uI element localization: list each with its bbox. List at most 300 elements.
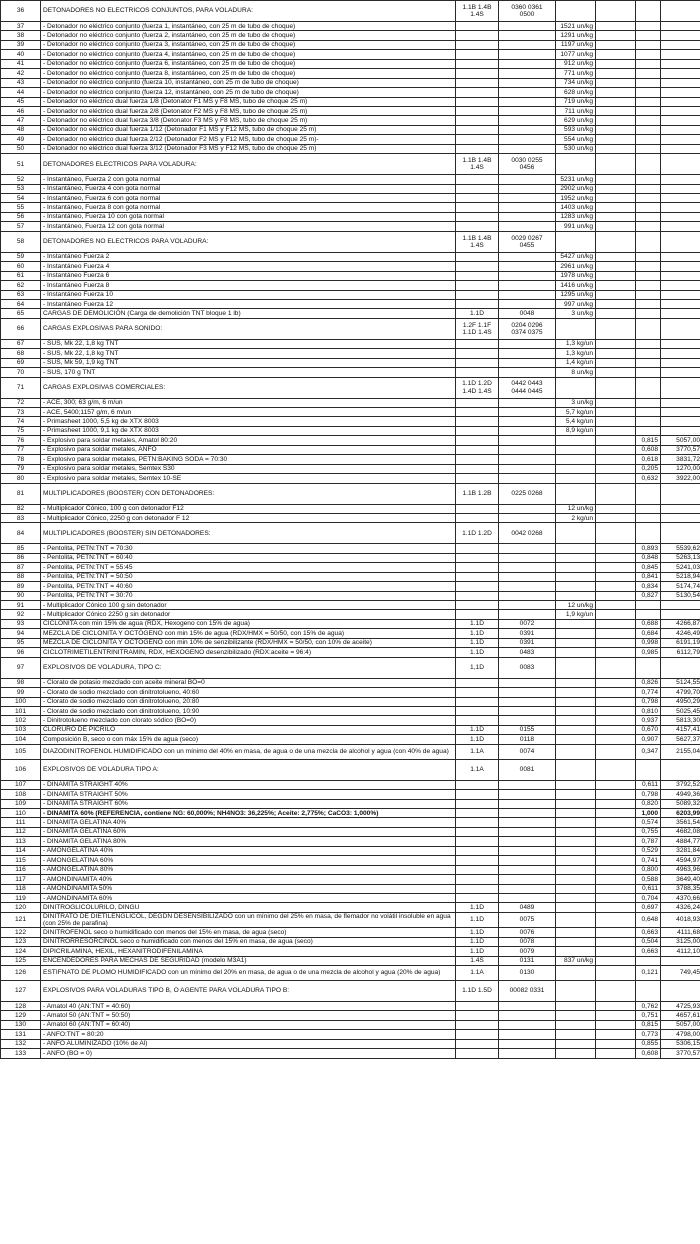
table-row [1, 1020, 700, 1029]
row-number: 72 [1, 398, 41, 407]
row-number: 104 [1, 735, 41, 744]
row-blank-cell [596, 697, 636, 706]
row-number: 79 [1, 464, 41, 473]
row-un-number: 0074 [499, 744, 556, 759]
row-description: - Detonador no eléctrico conjunto (fuerza 12, instantáneo, con 25 m de tubo de choque) [41, 88, 456, 97]
row-factor [636, 231, 661, 252]
row-description: - Multiplicador Cónico 100 g sin detonador [41, 601, 456, 610]
row-class [456, 544, 499, 553]
row-blank-cell [596, 483, 636, 504]
row-un-number [499, 513, 556, 522]
row-number: 57 [1, 222, 41, 231]
row-factor: 0,893 [636, 544, 661, 553]
table-row [1, 194, 700, 203]
row-blank-cell [596, 474, 636, 483]
row-quantity: 12 un/kg [556, 601, 596, 610]
row-blank-cell [596, 657, 636, 678]
row-blank-cell [596, 212, 636, 221]
row-blank-cell [596, 271, 636, 280]
row-number: 75 [1, 426, 41, 435]
row-un-number [499, 445, 556, 454]
row-blank-cell [596, 464, 636, 473]
row-class [456, 262, 499, 271]
row-factor [636, 262, 661, 271]
row-description: - Instantáneo Fuerza 10 [41, 290, 456, 299]
row-quantity [556, 523, 596, 544]
table-row [1, 88, 700, 97]
row-value: 5174,74 [661, 582, 700, 591]
row-blank-cell [596, 125, 636, 134]
row-quantity [556, 445, 596, 454]
row-description: - DINAMITA GELATINA 80% [41, 837, 456, 846]
row-blank-cell [596, 309, 636, 318]
row-blank-cell [596, 97, 636, 106]
row-blank-cell [596, 648, 636, 657]
row-number: 124 [1, 947, 41, 956]
row-quantity: 628 un/kg [556, 88, 596, 97]
row-class [456, 706, 499, 715]
row-number: 64 [1, 299, 41, 308]
row-number: 66 [1, 318, 41, 339]
table-row [1, 483, 700, 504]
row-quantity: 2902 un/kg [556, 184, 596, 193]
row-factor [636, 31, 661, 40]
row-description: - Detonador no eléctrico conjunto (fuerza 10, instantáneo, con 25 m de tubo de choque) [41, 78, 456, 87]
row-class [456, 865, 499, 874]
row-value [661, 610, 700, 619]
row-description: - ANFO (BO = 0) [41, 1049, 456, 1058]
row-quantity: 1,3 kg/un [556, 339, 596, 348]
row-description: - Multiplicador Cónico, 100 g con detonador F12 [41, 504, 456, 513]
row-blank-cell [596, 339, 636, 348]
row-number: 125 [1, 956, 41, 965]
table-row [1, 203, 700, 212]
row-class: 1.1B 1.2B [456, 483, 499, 504]
row-value [661, 194, 700, 203]
row-description: - Detonador no eléctrico dual fuerza 3/8 (Detonator F3 MS y F8 MS, tubo de choque 25 m) [41, 116, 456, 125]
row-quantity [556, 865, 596, 874]
row-blank-cell [596, 69, 636, 78]
row-description: - Detonador no eléctrico conjunto (fuerza 2, instantáneo, con 25 m de tubo de choque) [41, 31, 456, 40]
row-class [456, 610, 499, 619]
row-quantity [556, 980, 596, 1001]
row-class [456, 40, 499, 49]
row-number: 77 [1, 445, 41, 454]
row-blank-cell [596, 544, 636, 553]
row-blank-cell [596, 846, 636, 855]
table-row [1, 553, 700, 562]
row-quantity: 1,3 kg/un [556, 349, 596, 358]
row-class [456, 125, 499, 134]
row-class [456, 827, 499, 836]
row-value [661, 504, 700, 513]
row-factor: 0,741 [636, 856, 661, 865]
row-quantity [556, 1001, 596, 1010]
row-number: 65 [1, 309, 41, 318]
row-blank-cell [596, 281, 636, 290]
row-blank-cell [596, 426, 636, 435]
row-description: - DINAMITA STRAIGHT 50% [41, 790, 456, 799]
row-description: - AMONDINAMITA 40% [41, 875, 456, 884]
row-quantity: 8,9 kg/un [556, 426, 596, 435]
row-blank-cell [596, 725, 636, 734]
table-row [1, 69, 700, 78]
row-value [661, 759, 700, 780]
row-blank-cell [596, 865, 636, 874]
row-un-number [499, 572, 556, 581]
row-un-number: 0075 [499, 912, 556, 927]
row-number: 89 [1, 582, 41, 591]
table-row [1, 619, 700, 628]
row-factor [636, 980, 661, 1001]
row-quantity [556, 657, 596, 678]
row-quantity [556, 1030, 596, 1039]
row-value [661, 349, 700, 358]
row-factor: 1,000 [636, 809, 661, 818]
row-blank-cell [596, 50, 636, 59]
row-description: - Detonador no eléctrico dual fuerza 2/12 (Detonador F2 MS y F12 MS, tubo de choque 25 m)- [41, 135, 456, 144]
row-number: 102 [1, 716, 41, 725]
row-factor: 0,648 [636, 912, 661, 927]
row-class [456, 790, 499, 799]
row-class [456, 1030, 499, 1039]
row-factor: 0,608 [636, 445, 661, 454]
row-un-number [499, 69, 556, 78]
row-description: - Instantáneo, Fuerza 12 con gota normal [41, 222, 456, 231]
row-blank-cell [596, 1, 636, 22]
row-quantity [556, 582, 596, 591]
row-value [661, 88, 700, 97]
row-class [456, 299, 499, 308]
table-row [1, 175, 700, 184]
row-quantity: 1,9 kg/un [556, 610, 596, 619]
row-number: 61 [1, 271, 41, 280]
row-value: 5627,37 [661, 735, 700, 744]
row-value: 5089,32 [661, 799, 700, 808]
row-value: 5124,55 [661, 678, 700, 687]
table-row [1, 1049, 700, 1058]
row-blank-cell [596, 1030, 636, 1039]
row-un-number [499, 837, 556, 846]
row-blank-cell [596, 928, 636, 937]
row-factor [636, 318, 661, 339]
row-factor [636, 135, 661, 144]
row-class: 1.1D [456, 648, 499, 657]
row-quantity: 711 un/kg [556, 106, 596, 115]
row-number: 122 [1, 928, 41, 937]
row-blank-cell [596, 790, 636, 799]
row-number: 109 [1, 799, 41, 808]
row-un-number: 0083 [499, 657, 556, 678]
row-class [456, 818, 499, 827]
row-description: - Instantáneo, Fuerza 2 con gota normal [41, 175, 456, 184]
row-un-number [499, 125, 556, 134]
row-description: - DINAMITA STRAIGHT 40% [41, 780, 456, 789]
row-number: 37 [1, 22, 41, 31]
table-row [1, 856, 700, 865]
row-value: 4112,10 [661, 947, 700, 956]
row-value [661, 339, 700, 348]
row-factor [636, 358, 661, 367]
row-un-number [499, 203, 556, 212]
row-un-number [499, 40, 556, 49]
row-value [661, 309, 700, 318]
row-un-number [499, 339, 556, 348]
row-factor: 0,855 [636, 1039, 661, 1048]
row-value: 3792,52 [661, 780, 700, 789]
row-factor: 0,697 [636, 903, 661, 912]
row-un-number [499, 194, 556, 203]
row-un-number [499, 1001, 556, 1010]
row-class [456, 504, 499, 513]
row-quantity: 1077 un/kg [556, 50, 596, 59]
table-row [1, 504, 700, 513]
row-number: 132 [1, 1039, 41, 1048]
row-un-number [499, 97, 556, 106]
row-class: 1.1D 1.2D 1.4D 1.4S [456, 377, 499, 398]
table-row [1, 116, 700, 125]
row-quantity [556, 1011, 596, 1020]
row-factor: 0,632 [636, 474, 661, 483]
row-number: 74 [1, 417, 41, 426]
row-class [456, 582, 499, 591]
row-factor [636, 290, 661, 299]
row-number: 47 [1, 116, 41, 125]
row-number: 82 [1, 504, 41, 513]
row-description: - Explosivo para soldar metales, Amatol 80:20 [41, 436, 456, 445]
row-un-number [499, 875, 556, 884]
row-un-number [499, 88, 556, 97]
row-value [661, 318, 700, 339]
row-factor [636, 483, 661, 504]
row-blank-cell [596, 290, 636, 299]
row-factor [636, 377, 661, 398]
row-description: - Instantáneo Fuerza 6 [41, 271, 456, 280]
table-row [1, 40, 700, 49]
row-class [456, 572, 499, 581]
row-value: 4799,70 [661, 688, 700, 697]
row-blank-cell [596, 377, 636, 398]
row-number: 71 [1, 377, 41, 398]
row-un-number [499, 1030, 556, 1039]
row-quantity [556, 1049, 596, 1058]
row-un-number [499, 601, 556, 610]
table-row [1, 716, 700, 725]
row-un-number [499, 504, 556, 513]
row-quantity [556, 688, 596, 697]
row-factor: 0,815 [636, 1020, 661, 1029]
table-row [1, 725, 700, 734]
row-un-number [499, 417, 556, 426]
row-quantity [556, 716, 596, 725]
row-factor [636, 106, 661, 115]
row-description: - Pentolita, PETN:TNT = 55:45 [41, 563, 456, 572]
row-number: 113 [1, 837, 41, 846]
row-description: - Dinitrotolueno mezclado con clorato sódico (BO=0) [41, 716, 456, 725]
row-value: 5813,30 [661, 716, 700, 725]
row-un-number [499, 59, 556, 68]
row-blank-cell [596, 610, 636, 619]
row-class [456, 1049, 499, 1058]
row-number: 96 [1, 648, 41, 657]
row-number: 97 [1, 657, 41, 678]
row-number: 100 [1, 697, 41, 706]
row-description: - Clorato de sodio mezclado con dinitrotolueno, 20:80 [41, 697, 456, 706]
row-factor [636, 175, 661, 184]
row-blank-cell [596, 937, 636, 946]
row-factor: 0,755 [636, 827, 661, 836]
row-quantity: 1,4 kg/un [556, 358, 596, 367]
row-class: 1.1A [456, 759, 499, 780]
row-value [661, 154, 700, 175]
row-class: 1.1B 1.4B 1.4S [456, 154, 499, 175]
row-factor [636, 339, 661, 348]
row-class [456, 252, 499, 261]
row-number: 81 [1, 483, 41, 504]
row-description: - Instantáneo Fuerza 8 [41, 281, 456, 290]
row-value [661, 97, 700, 106]
row-factor [636, 88, 661, 97]
table-row [1, 903, 700, 912]
table-row [1, 809, 700, 818]
row-description: - Clorato de sodio mezclado con dinitrotolueno, 10:90 [41, 706, 456, 715]
row-class [456, 339, 499, 348]
row-description: DETONADORES ELECTRICOS PARA VOLADURA: [41, 154, 456, 175]
row-quantity: 5,7 kg/un [556, 408, 596, 417]
row-factor [636, 69, 661, 78]
row-factor [636, 657, 661, 678]
row-quantity [556, 474, 596, 483]
row-value: 3831,72 [661, 455, 700, 464]
row-factor [636, 116, 661, 125]
row-number: 36 [1, 1, 41, 22]
row-blank-cell [596, 601, 636, 610]
row-value [661, 426, 700, 435]
row-class: 1.1D [456, 619, 499, 628]
row-blank-cell [596, 744, 636, 759]
row-value [661, 59, 700, 68]
row-factor [636, 1, 661, 22]
row-factor: 0,800 [636, 865, 661, 874]
table-row [1, 865, 700, 874]
row-blank-cell [596, 875, 636, 884]
row-blank-cell [596, 638, 636, 647]
row-number: 85 [1, 544, 41, 553]
row-un-number: 0072 [499, 619, 556, 628]
row-un-number [499, 893, 556, 902]
row-un-number [499, 212, 556, 221]
row-number: 105 [1, 744, 41, 759]
row-class: 1.1D [456, 638, 499, 647]
row-un-number [499, 50, 556, 59]
row-description: - AMONGELATINA 40% [41, 846, 456, 855]
row-factor [636, 184, 661, 193]
row-blank-cell [596, 40, 636, 49]
row-description: - SUS, Mk 59, 1,9 kg TNT [41, 358, 456, 367]
row-class [456, 349, 499, 358]
row-un-number [499, 799, 556, 808]
row-value: 3649,40 [661, 875, 700, 884]
row-class: 1.1D [456, 309, 499, 318]
table-row [1, 648, 700, 657]
row-number: 131 [1, 1030, 41, 1039]
row-description: DIPICRILAMINA, HEXIL, HEXANITRODIFENILAMINA [41, 947, 456, 956]
row-quantity: 1416 un/kg [556, 281, 596, 290]
table-row [1, 893, 700, 902]
row-blank-cell [596, 759, 636, 780]
row-number: 126 [1, 965, 41, 980]
row-factor [636, 203, 661, 212]
row-class [456, 591, 499, 600]
row-number: 53 [1, 184, 41, 193]
row-blank-cell [596, 445, 636, 454]
row-blank-cell [596, 358, 636, 367]
row-blank-cell [596, 436, 636, 445]
row-description: CICLOTRIMETILENTRINITRAMIN, RDX, HEXOGENO desenzibilizado (RDX:aceite = 96:4) [41, 648, 456, 657]
row-un-number [499, 706, 556, 715]
row-class: 1.1D [456, 937, 499, 946]
row-value [661, 222, 700, 231]
row-description: - Instantáneo Fuerza 2 [41, 252, 456, 261]
table-row [1, 154, 700, 175]
table-row [1, 837, 700, 846]
row-factor [636, 194, 661, 203]
row-class [456, 780, 499, 789]
row-quantity: 991 un/kg [556, 222, 596, 231]
row-value: 3125,00 [661, 937, 700, 946]
row-value [661, 398, 700, 407]
row-class [456, 97, 499, 106]
table-row [1, 222, 700, 231]
row-description: - DINAMITA GELATINA 60% [41, 827, 456, 836]
table-row [1, 445, 700, 454]
row-number: 59 [1, 252, 41, 261]
row-factor [636, 956, 661, 965]
row-value: 5130,54 [661, 591, 700, 600]
row-quantity: 8 un/kg [556, 368, 596, 377]
row-un-number: 0391 [499, 629, 556, 638]
row-number: 73 [1, 408, 41, 417]
row-quantity [556, 1039, 596, 1048]
row-quantity [556, 893, 596, 902]
row-value: 4266,87 [661, 619, 700, 628]
row-number: 112 [1, 827, 41, 836]
table-row [1, 744, 700, 759]
row-description: - Detonador no eléctrico conjunto (fuerza 1, instantáneo, con 25 m de tubo de choque) [41, 22, 456, 31]
table-row [1, 59, 700, 68]
row-value: 3922,00 [661, 474, 700, 483]
row-un-number: 0204 0296 0374 0375 [499, 318, 556, 339]
row-value: 4950,29 [661, 697, 700, 706]
row-class [456, 884, 499, 893]
row-description: MULTIPLICADORES (BOOSTER) SIN DETONADORES: [41, 523, 456, 544]
row-un-number [499, 290, 556, 299]
row-description: MEZCLA DE CICLONITA Y OCTÓGENO con min 10% de senzibilizante (RDX/HMX = 50/50, con 10% de aceite) [41, 638, 456, 647]
row-description: - Pentolita, PETN:TNT = 50:50 [41, 572, 456, 581]
row-class [456, 368, 499, 377]
row-quantity [556, 572, 596, 581]
row-quantity [556, 735, 596, 744]
row-number: 108 [1, 790, 41, 799]
row-class [456, 601, 499, 610]
row-blank-cell [596, 318, 636, 339]
row-un-number: 0391 [499, 638, 556, 647]
row-description: - Instantáneo Fuerza 4 [41, 262, 456, 271]
row-value [661, 31, 700, 40]
row-blank-cell [596, 553, 636, 562]
row-un-number [499, 184, 556, 193]
row-factor: 0,688 [636, 619, 661, 628]
